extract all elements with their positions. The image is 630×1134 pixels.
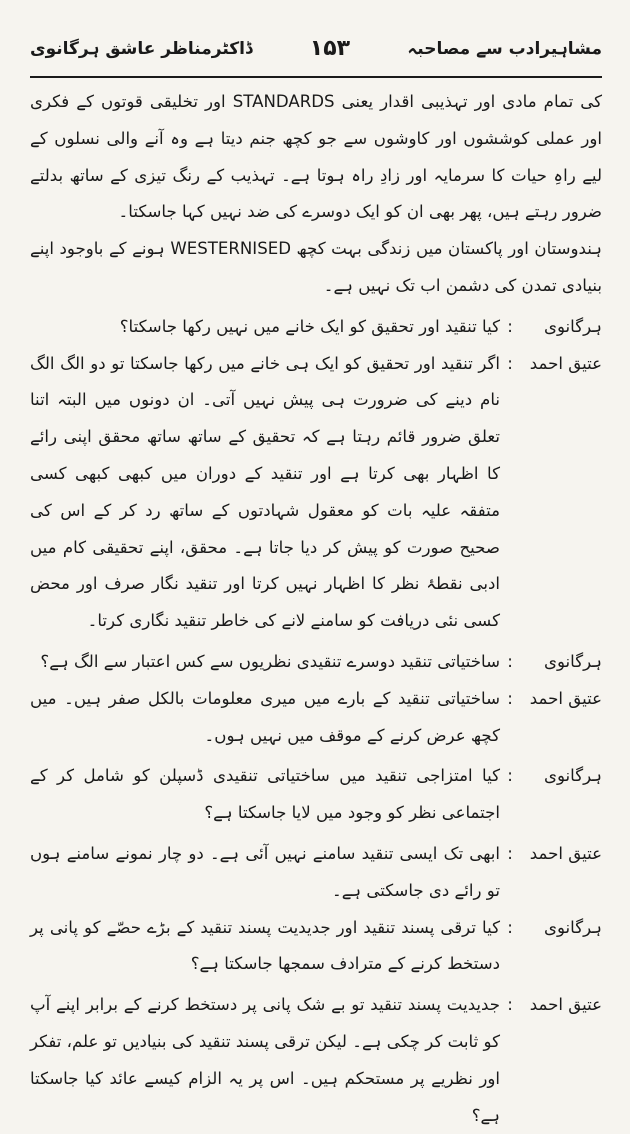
speaker-name: عتیق احمد — [529, 843, 602, 863]
dialogue-text: ابھی تک ایسی تنقید سامنے نہیں آئی ہے۔ دو چار نمونے سامنے ہوں تو رائے دی جاسکتی ہے۔ — [30, 843, 500, 900]
speaker-name: ہرگانوی — [543, 766, 602, 786]
colon-separator: : — [507, 766, 513, 786]
book-title: مشاہیرادب سے مصاحبہ — [407, 38, 602, 59]
dialogue-text: اگر تنقید اور تحقیق کو ایک ہی خانے میں رکھا جاسکتا تو دو الگ الگ نام دینے کی ضرورت ہی پیش نہیں آتی۔ ان دونوں میں البتہ اتنا تعلق ضرور قائم رہتا ہے کہ تحقیق کے ساتھ ساتھ محقق اپنی رائے کا اظہار بھی کرتا ہے اور تنقید کے دوران میں کبھی کبھی کسی متفقہ علیہ بات کو معقول شہادتوں کے ساتھ رد کر کے اس کی صحیح صورت کو پیش کر دیا جاتا ہے۔ محقق، اپنے تحقیقی کام میں ادبی نقطۂ نظر کا اظہار نہیں کرتا اور تنقید نگار صرف اور محض کسی نئی دریافت کو سامنے لانے کی خاطر تنقید نگاری کرتا۔ — [30, 353, 500, 631]
speaker-name: ہرگانوی — [543, 917, 602, 937]
colon-separator: : — [507, 316, 513, 336]
colon-separator: : — [507, 688, 513, 708]
speaker-name: عتیق احمد — [529, 995, 602, 1015]
colon-separator: : — [507, 917, 513, 937]
dialogue-entry — [30, 309, 602, 346]
dialogue-entry — [30, 987, 602, 1134]
dialogue-entry — [30, 910, 602, 984]
intro-paragraph-1: کی تمام مادی اور تہذیبی اقدار یعنی STANDARDS اور تخلیقی قوتوں کے فکری اور عملی کوششوں اور کاوشوں سے جو کچھ جنم دیتا ہے وہ آنے والی نسلوں کے لیے راہِ حیات کا سرمایہ اور زادِ راہ ہوتا ہے۔ تہذیب کے رنگ تیزی کے ساتھ بدلتے ضرور رہتے ہیں، پھر بھی ان کو ایک دوسرے کی ضد نہیں کہا جاسکتا۔ — [30, 92, 603, 222]
dialogue-text: کیا ترقی پسند تنقید اور جدیدیت پسند تنقید کے بڑے حصّے کو پانی پر دستخط کرنے کے مترادف سمجھا جاسکتا ہے؟ — [30, 917, 500, 974]
speaker-name: ہرگانوی — [543, 316, 602, 336]
colon-separator: : — [507, 651, 513, 671]
speaker-name: عتیق احمد — [529, 353, 602, 373]
dialogue-text: ساختیاتی تنقید کے بارے میں میری معلومات بالکل صفر ہیں۔ میں کچھ عرض کرنے کے موقف میں نہیں ہوں۔ — [30, 688, 500, 745]
colon-separator: : — [507, 995, 513, 1015]
dialogue-text: کیا تنقید اور تحقیق کو ایک خانے میں نہیں رکھا جاسکتا؟ — [119, 316, 500, 336]
colon-separator: : — [507, 353, 513, 373]
dialogue-entry — [30, 758, 602, 832]
speaker-name: عتیق احمد — [529, 688, 602, 708]
dialogue-text: جدیدیت پسند تنقید تو بے شک پانی پر دستخط کرنے کے برابر اپنے آپ کو ثابت کر چکی ہے۔ لیکن ترقی پسند تنقید کی بنیادیں تو علم، تفکر اور نظریے پر مستحکم ہیں۔ اس پر یہ الزام کیسے عائد کیا جاسکتا ہے؟ — [30, 995, 500, 1125]
page-body — [30, 84, 603, 1125]
dialogue-text: ساختیاتی تنقید دوسرے تنقیدی نظریوں سے کس اعتبار سے الگ ہے؟ — [40, 651, 500, 671]
page-header — [30, 20, 602, 78]
dialogue-entry — [30, 836, 602, 910]
dialogue-text: کیا امتزاجی تنقید میں ساختیاتی تنقیدی ڈسپلن کو شامل کر کے اجتماعی نظر کو وجود میں لایا جاسکتا ہے؟ — [30, 766, 500, 823]
intro-paragraph-2: ہندوستان اور پاکستان میں زندگی بہت کچھ WESTERNISED ہونے کے باوجود اپنے بنیادی تمدن کی دشمن اب تک نہیں ہے۔ — [30, 239, 603, 295]
dialogue-entry — [30, 681, 602, 755]
colon-separator: : — [507, 843, 513, 863]
dialogue-entry — [30, 346, 602, 640]
dialogue-entry — [30, 644, 602, 681]
speaker-name: ہرگانوی — [543, 651, 602, 671]
author-name: ڈاکٹرمناظر عاشق ہرگانوی — [30, 38, 253, 59]
page-number: ۱۵۳ — [309, 35, 351, 61]
